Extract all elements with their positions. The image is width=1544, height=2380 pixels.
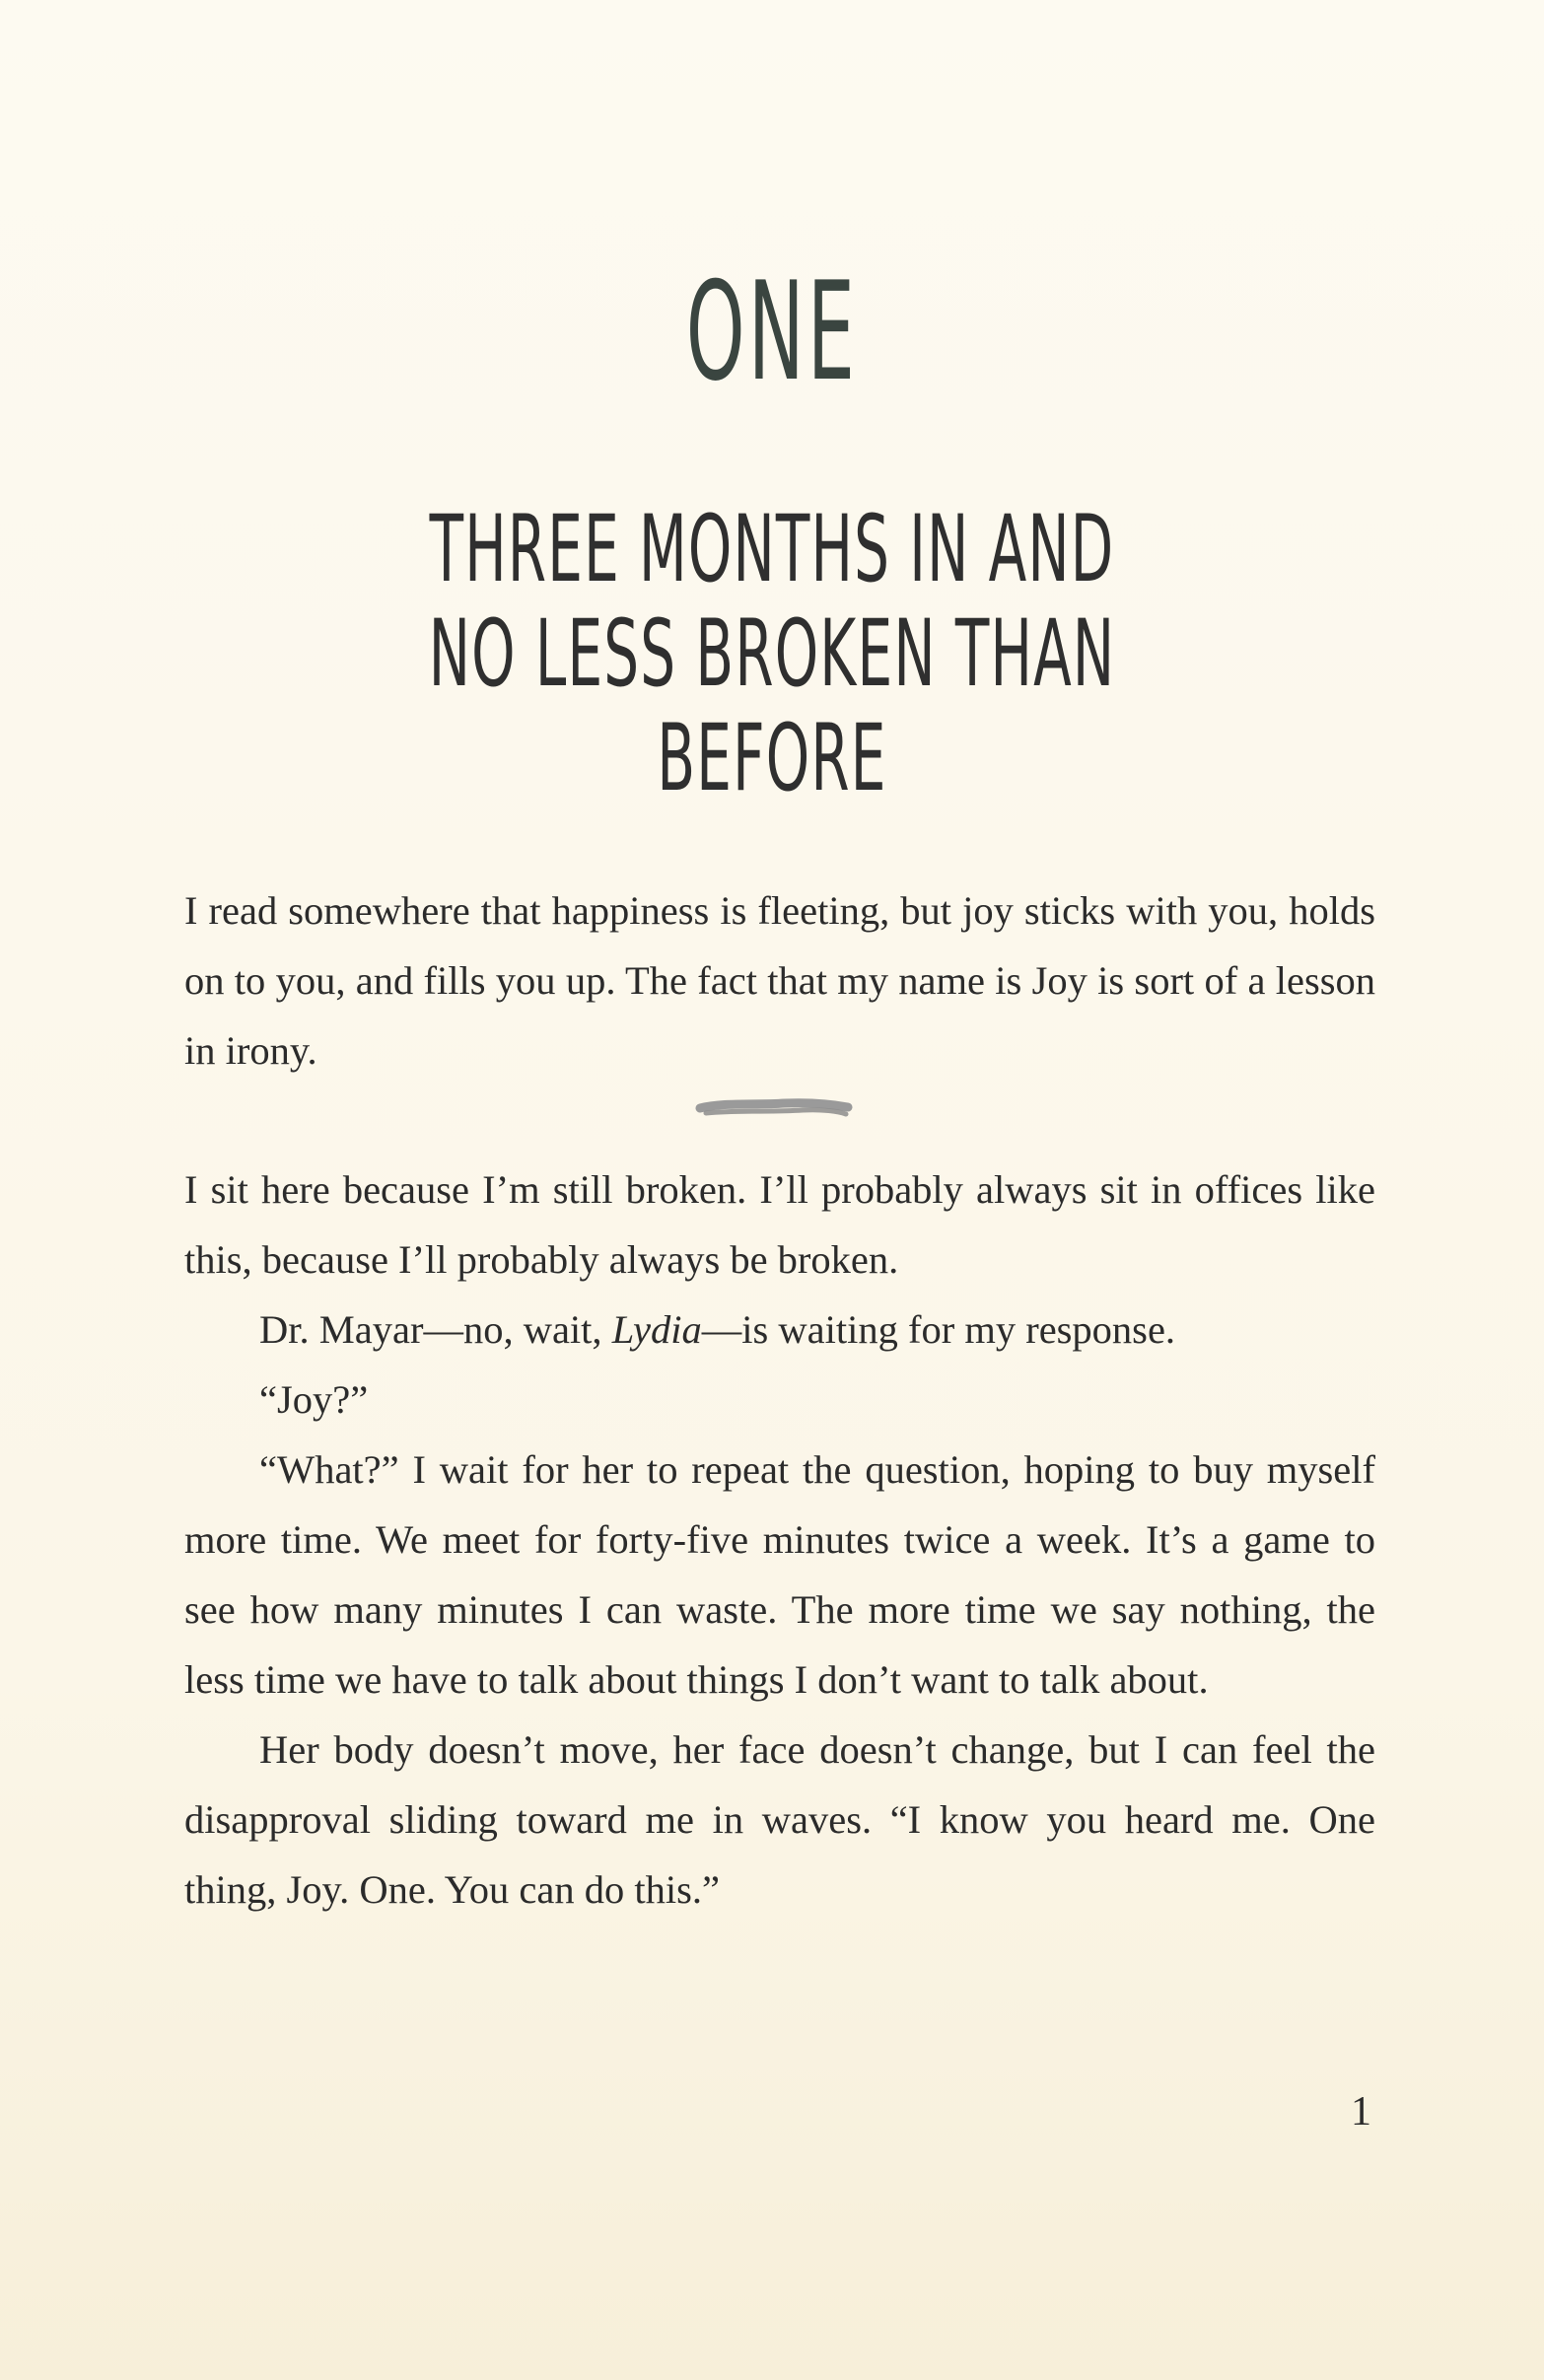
paragraph: [184, 1295, 1375, 1365]
paragraph: I sit here because I’m still broken. I’ll probably always sit in offices like this, because I’ll probably always be broken.: [184, 1167, 1375, 1282]
paragraph: Her body doesn’t move, her face doesn’t change, but I can feel the disapproval sliding toward me in waves. “I know you heard me. One thing, Joy. One. You can do this.”: [184, 1727, 1375, 1912]
body-text-block-2: [184, 1155, 1375, 1925]
scene-break-icon: [694, 1096, 854, 1122]
body-text-block-1: [184, 875, 1375, 1085]
chapter-number: ONE: [685, 252, 859, 411]
chapter-title-line-2: NO LESS BROKEN THAN BEFORE: [428, 600, 1116, 813]
paragraph: I read somewhere that happiness is fleeting, but joy sticks with you, holds on to you, and fills you up. The fact that my name is Joy is sort of a lesson in irony.: [184, 888, 1375, 1073]
paragraph-text: Dr. Mayar—no, wait,: [259, 1307, 612, 1352]
page-number: 1: [1351, 2089, 1371, 2135]
paragraph: “What?” I wait for her to repeat the question, hoping to buy myself more time. We meet for forty-five minutes twice a week. It’s a game to see how many minutes I can waste. The more time we say nothing, the less time we have to talk about things I don’t want to talk about.: [184, 1447, 1375, 1702]
paragraph-text: —is waiting for my response.: [701, 1307, 1176, 1352]
paragraph: “Joy?”: [259, 1377, 369, 1422]
paragraph-italic-text: Lydia: [611, 1307, 702, 1352]
chapter-title-line-1: THREE MONTHS IN AND: [429, 496, 1115, 603]
chapter-title: [309, 498, 1235, 812]
